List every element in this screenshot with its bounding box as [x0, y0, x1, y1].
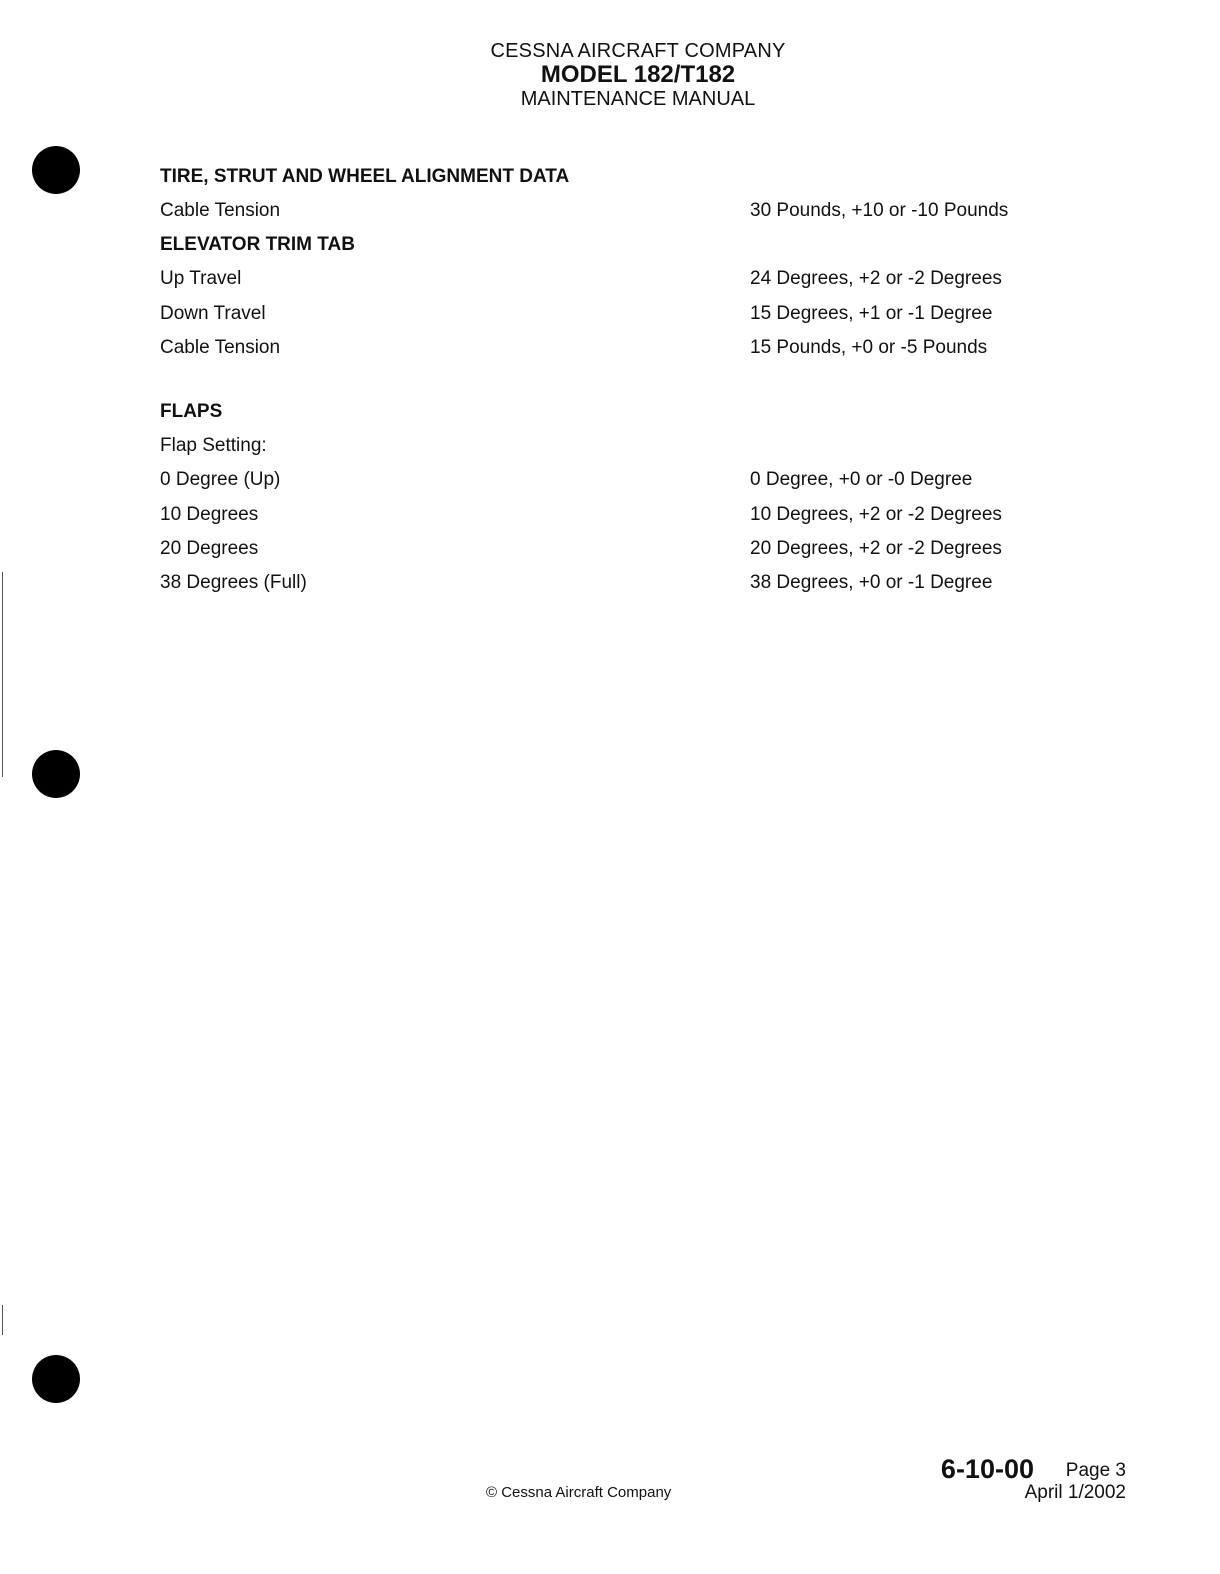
- footer-page-number: Page 3: [1065, 1460, 1126, 1481]
- spec-label: Cable Tension: [160, 200, 281, 221]
- spec-value: 24 Degrees, +2 or -2 Degrees: [750, 268, 1002, 290]
- spec-value: 10 Degrees, +2 or -2 Degrees: [750, 503, 1002, 525]
- section-heading-elevator-trim-tab: ELEVATOR TRIM TAB: [160, 234, 355, 256]
- binder-hole-bottom: [32, 1355, 80, 1403]
- spec-value: 20 Degrees, +2 or -2 Degrees: [750, 538, 1002, 560]
- spec-row: [160, 502, 1100, 536]
- spec-value: 38 Degrees, +0 or -1 Degree: [750, 572, 993, 594]
- spec-row: [160, 266, 1100, 300]
- section-heading-flaps: FLAPS: [160, 401, 223, 423]
- spec-row: [160, 467, 1100, 501]
- header-model: MODEL 182/T182: [540, 61, 736, 88]
- spec-subheading-row: [160, 433, 1100, 467]
- footer-section-code: 6-10-00: [940, 1454, 1034, 1484]
- spec-label: Down Travel: [160, 302, 266, 324]
- scan-edge-line: [2, 572, 3, 777]
- footer-date: April 1/2002: [1024, 1482, 1126, 1503]
- header-manual: MAINTENANCE MANUAL: [520, 88, 756, 110]
- spec-label: 0 Degree (Up): [160, 469, 281, 491]
- spec-label: 38 Degrees (Full): [160, 572, 307, 594]
- spec-content: [160, 164, 1100, 605]
- spec-label: 10 Degrees: [160, 503, 259, 525]
- spec-label: Cable Tension: [160, 336, 281, 358]
- spec-row: [160, 301, 1100, 335]
- spec-label: 20 Degrees: [160, 538, 259, 560]
- binder-hole-top: [32, 146, 80, 194]
- spec-value: 0 Degree, +0 or -0 Degree: [750, 469, 973, 491]
- header-company: CESSNA AIRCRAFT COMPANY: [490, 40, 786, 62]
- spec-value: 15 Degrees, +1 or -1 Degree: [750, 302, 993, 324]
- section-heading-tire: TIRE, STRUT AND WHEEL ALIGNMENT DATA: [160, 166, 570, 187]
- scan-edge-line: [2, 1305, 3, 1335]
- spec-row: [160, 536, 1100, 570]
- spec-value: 15 Pounds, +0 or -5 Pounds: [750, 336, 988, 358]
- section-spacer: [160, 369, 1100, 399]
- spec-row: [160, 198, 1100, 232]
- footer-copyright: © Cessna Aircraft Company: [486, 1484, 672, 1501]
- spec-row: [160, 570, 1100, 604]
- spec-value: 30 Pounds, +10 or -10 Pounds: [750, 200, 1009, 221]
- spec-label: Up Travel: [160, 268, 242, 290]
- binder-hole-middle: [32, 750, 80, 798]
- spec-row: [160, 335, 1100, 369]
- flap-setting-label: Flap Setting:: [160, 435, 267, 457]
- page-header: [0, 40, 1220, 110]
